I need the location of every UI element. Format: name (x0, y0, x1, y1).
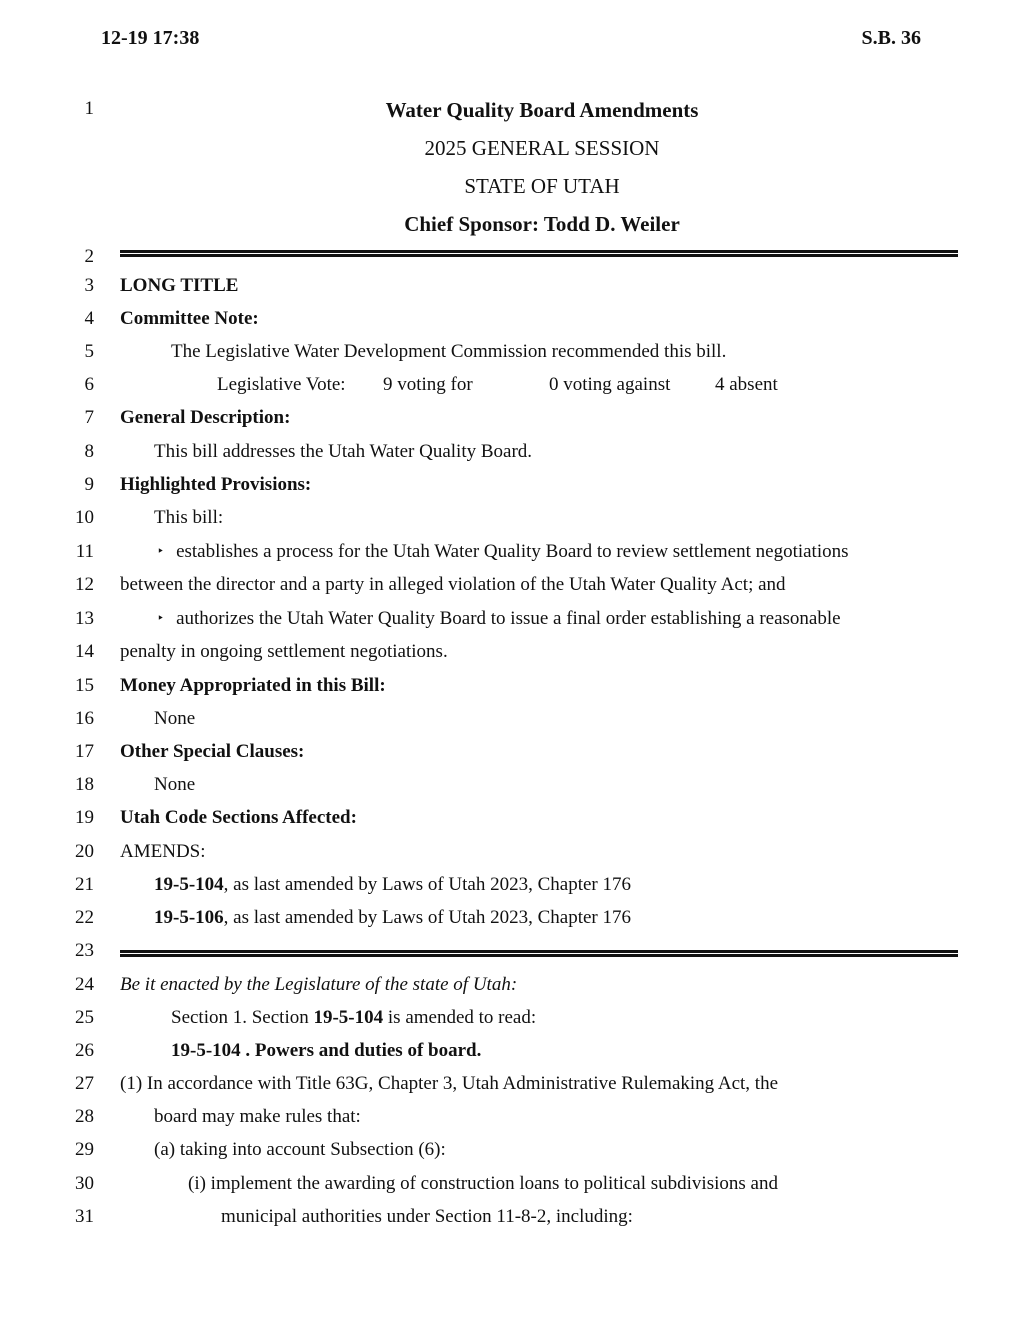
double-rule-top (120, 250, 958, 257)
amends-label: AMENDS: (120, 841, 206, 862)
line-number: 26 (75, 1040, 94, 1061)
provision-text-continued: penalty in ongoing settlement negotiations. (120, 641, 448, 662)
provision-item (157, 608, 841, 630)
provision-item (157, 541, 849, 563)
highlighted-provisions-heading: Highlighted Provisions: (120, 474, 312, 495)
bill-title: Water Quality Board Amendments (385, 98, 699, 122)
line-number: 15 (75, 675, 94, 696)
line-number: 10 (75, 507, 94, 528)
section-code: 19-5-106 (154, 907, 224, 928)
section-code: 19-5-104 (313, 1007, 384, 1028)
line-number: 24 (75, 974, 94, 995)
special-clauses-heading: Other Special Clauses: (120, 741, 305, 762)
line-number: 3 (84, 275, 94, 296)
line-number: 30 (75, 1173, 94, 1194)
line-number: 28 (75, 1106, 94, 1127)
line-number: 8 (84, 441, 94, 462)
enacting-clause: Be it enacted by the Legislature of the state of Utah: (120, 974, 518, 995)
general-description-heading: General Description: (120, 407, 291, 428)
vote-against: 0 voting against (549, 374, 671, 395)
line-number: 22 (75, 907, 94, 928)
body-line: municipal authorities under Section 11-8-2, including: (221, 1206, 633, 1227)
provision-text: establishes a process for the Utah Water Quality Board to review settlement negotiations (176, 541, 849, 562)
line-number: 6 (84, 374, 94, 395)
section-prefix: Section 1. Section (171, 1007, 314, 1028)
line-number: 2 (84, 246, 94, 267)
long-title-heading: LONG TITLE (120, 275, 239, 296)
body-line: (i) implement the awarding of construction loans to political subdivisions and (188, 1173, 778, 1194)
chief-sponsor: Chief Sponsor: Todd D. Weiler (404, 212, 680, 236)
section-code: 19-5-104 (154, 874, 224, 895)
line-number: 23 (75, 940, 94, 961)
line-number: 17 (75, 741, 94, 762)
money-appropriated-text: None (154, 708, 196, 729)
section-amend-line (171, 1007, 536, 1029)
committee-note-heading: Committee Note: (120, 308, 259, 329)
body-line: board may make rules that: (154, 1106, 361, 1127)
line-number: 25 (75, 1007, 94, 1028)
section-citation: , as last amended by Laws of Utah 2023, Chapter 176 (223, 907, 632, 928)
header-date: 12-19 17:38 (101, 27, 200, 49)
general-description-text: This bill addresses the Utah Water Quality Board. (154, 441, 533, 462)
affected-section (154, 907, 631, 929)
section-heading: 19-5-104 . Powers and duties of board. (171, 1040, 482, 1061)
money-appropriated-heading: Money Appropriated in this Bill: (120, 675, 386, 696)
bullet-icon: ‣ (157, 611, 165, 625)
line-number: 14 (75, 641, 94, 662)
vote-for: 9 voting for (383, 374, 473, 395)
line-number: 4 (84, 308, 94, 329)
line-number: 12 (75, 574, 94, 595)
line-number: 13 (75, 608, 94, 629)
section-citation: , as last amended by Laws of Utah 2023, Chapter 176 (223, 874, 632, 895)
body-line: (1) In accordance with Title 63G, Chapter 3, Utah Administrative Rulemaking Act, the (120, 1073, 779, 1094)
line-number: 16 (75, 708, 94, 729)
line-number: 9 (84, 474, 94, 495)
committee-note-text: The Legislative Water Development Commission recommended this bill. (171, 341, 727, 362)
section-suffix: is amended to read: (383, 1007, 537, 1028)
bullet-icon: ‣ (157, 544, 165, 558)
line-number: 1 (84, 98, 94, 119)
special-clauses-text: None (154, 774, 196, 795)
bill-number: S.B. 36 (861, 27, 921, 49)
provision-text-continued: between the director and a party in alleged violation of the Utah Water Quality Act; and (120, 574, 786, 595)
line-number: 27 (75, 1073, 94, 1094)
double-rule-bottom (120, 950, 958, 957)
line-number: 11 (75, 541, 94, 562)
line-number: 5 (84, 341, 94, 362)
line-number: 7 (84, 407, 94, 428)
line-number: 20 (75, 841, 94, 862)
code-sections-heading: Utah Code Sections Affected: (120, 807, 357, 828)
body-line: (a) taking into account Subsection (6): (154, 1139, 446, 1160)
line-number: 31 (75, 1206, 94, 1227)
line-number: 18 (75, 774, 94, 795)
vote-label: Legislative Vote: (217, 374, 346, 395)
provisions-intro: This bill: (154, 507, 224, 528)
state-label: STATE OF UTAH (464, 174, 620, 198)
line-number: 19 (75, 807, 94, 828)
line-number: 21 (75, 874, 94, 895)
provision-text: authorizes the Utah Water Quality Board to issue a final order establishing a reasonable (176, 608, 841, 629)
line-number: 29 (75, 1139, 94, 1160)
session-label: 2025 GENERAL SESSION (424, 136, 660, 160)
vote-absent: 4 absent (715, 374, 778, 395)
affected-section (154, 874, 631, 896)
